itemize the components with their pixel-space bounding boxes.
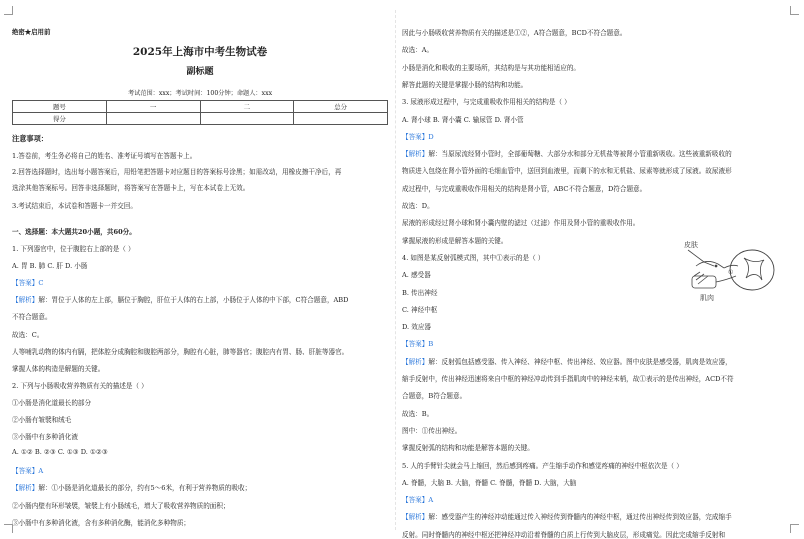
analysis-line: [402, 356, 732, 366]
text-line: ③小肠中有多种消化液，含有多种消化酶，能消化多种物质；: [12, 518, 191, 527]
text-line: A. 胃 B. 肺 C. 肝 D. 小肠: [12, 262, 88, 271]
muscle-shape: [692, 276, 716, 288]
text-line: D. 效应器: [402, 323, 432, 332]
analysis-tag: 【解析】: [12, 296, 39, 305]
crop-mark-bottom-right: [790, 524, 799, 533]
text-line: 掌握反射弧的结构和功能是解答本题的关键。: [402, 444, 534, 453]
crop-mark-top-right: [790, 6, 799, 15]
analysis-line: [402, 511, 732, 521]
note-item: 2.回答选择题时，选出每小题答案后，用铅笔把答题卡对应题目的答案标号涂黑；如需改动，用橡皮擦干净后，再: [12, 168, 342, 176]
text-line: 缩手反射中，传出神经迅速将来自中枢的神经冲动传到手指肌肉中的神经末梢，故①表示的是传出神经，ACD不符: [402, 375, 734, 383]
text-line: 5. 人的手臂针尖就会马上缩回，然后感到疼痛。产生缩手动作和感觉疼痛的神经中枢依次是（ ）: [402, 461, 683, 470]
column-divider: [395, 10, 396, 530]
text-line: 故选：B。: [402, 409, 434, 418]
note-item: 3.考试结束后，本试卷和答题卡一并交回。: [12, 202, 137, 210]
analysis-text: 解：胃位于人体的左上部，膈位于胸腔，肝位于人体的右上部，小肠位于人体的中下部，C符合题意，ABD: [38, 296, 349, 305]
analysis-line: [402, 148, 732, 158]
analysis-text: 解：①小肠是消化道最长的部分，约有5～6米，有利于营养物质的吸收；: [38, 484, 252, 493]
text-line: 2. 下列与小肠吸收营养物质有关的描述是（ ）: [12, 381, 148, 390]
motor-path: [724, 265, 738, 268]
text-line: 故选：A。: [402, 46, 434, 55]
analysis-text: 解：当原尿流经肾小管时，全部葡萄糖、大部分水和部分无机盐等被肾小管重新吸收。这些被重新吸收的: [428, 150, 732, 159]
score-table-score-row: [13, 113, 388, 125]
score-cell: 得分: [13, 113, 107, 125]
answer-line: 【答案】A: [402, 496, 434, 505]
crop-mark-bottom-left: [4, 524, 13, 533]
notes-heading: 注意事项：: [12, 134, 48, 143]
answer-line: 【答案】C: [12, 279, 44, 288]
text-line: 图中：①传出神经。: [402, 426, 462, 435]
text-line: ①小肠是消化道最长的部分: [12, 398, 92, 407]
analysis-line: [12, 294, 348, 304]
spinal-cord-outline: [730, 250, 774, 290]
text-line: 4. 如图是某反射弧模式图，其中①表示的是（ ）: [402, 253, 545, 262]
text-line: 物质进入包绕在肾小管外面的毛细血管中，送回到血液里，而剩下的水和无机盐、尿素等就形成了尿液。故尿液形: [402, 167, 732, 176]
analysis-tag: 【解析】: [12, 484, 39, 493]
secret-label: 绝密★启用前: [12, 28, 51, 36]
text-line: A. 脊髓，大脑 B. 大脑，脊髓 C. 脊髓，脊髓 D. 大脑，大脑: [402, 478, 577, 487]
text-line: A. ①② B. ②③ C. ①③ D. ①②③: [12, 448, 108, 457]
marker-1: ①: [728, 269, 734, 276]
text-line: 故选：D。: [402, 202, 434, 210]
exam-title: 2025年上海市中考生物试卷: [132, 46, 268, 58]
text-line: B. 传出神经: [402, 288, 438, 297]
analysis-text: 解：感受器产生的神经冲动能通过传入神经传到脊髓内的神经中枢，通过传出神经传到效应器，完成缩手: [428, 513, 732, 522]
muscle-fibers: [694, 272, 708, 284]
text-line: 解答此题的关键是掌握小肠的结构和功能。: [402, 80, 528, 89]
score-cell: 总分: [294, 101, 388, 113]
text-line: 因此与小肠吸收营养物质有关的描述是①②，A符合题意，BCD不符合题意。: [402, 29, 627, 37]
text-line: C. 神经中枢: [402, 305, 438, 314]
analysis-tag: 【解析】: [402, 513, 429, 522]
answer-line: 【答案】A: [12, 467, 44, 476]
exam-subtitle: 副标题: [186, 67, 214, 77]
text-line: 合题意，B符合题意。: [402, 392, 467, 401]
text-line: A. 感受器: [402, 271, 431, 280]
analysis-tag: 【解析】: [402, 357, 429, 366]
score-table-header-row: [13, 101, 388, 113]
answer-line: 【答案】D: [402, 132, 434, 141]
text-line: 故选：C。: [12, 330, 44, 339]
note-item: 选涂其他答案标号。回答非选择题时，将答案写在答题卡上，写在本试卷上无效。: [12, 184, 250, 192]
note-item: 1.答卷前，考生务必将自己的姓名、准考证号填写在答题卡上。: [12, 152, 197, 160]
score-cell: [106, 113, 200, 125]
section-heading: 一、选择题：本大题共20小题，共60分。: [12, 228, 136, 236]
score-cell: 一: [106, 101, 200, 113]
reflex-arc-figure: [666, 236, 786, 304]
score-cell: [200, 113, 294, 125]
effector-path: [716, 276, 736, 282]
text-line: 3. 尿液形成过程中，与完成重吸收作用相关的结构是（ ）: [402, 98, 571, 107]
text-line: 掌握人体的构造是解题的关键。: [12, 364, 105, 373]
ganglion: [715, 265, 718, 268]
score-cell: 题号: [13, 101, 107, 113]
analysis-text: 解：反射弧包括感受器、传入神经、神经中枢、传出神经、效应器。图中皮肤是感受器，肌肉是效应器，: [428, 357, 732, 366]
crop-mark-top-left: [4, 6, 13, 15]
score-table: [12, 100, 388, 125]
answer-line: 【答案】B: [402, 340, 434, 349]
text-line: 小肠是消化和吸收的主要场所，其结构是与其功能相适应的。: [402, 63, 581, 72]
analysis-line: [12, 482, 251, 492]
text-line: 不符合题意。: [12, 313, 52, 322]
skin-label: 皮肤: [684, 241, 698, 249]
text-line: 成过程中，与完成重吸收作用相关的结构是肾小管，ABC不符合题意，D符合题意。: [402, 184, 647, 193]
analysis-tag: 【解析】: [402, 150, 429, 159]
text-line: ③小肠中有多种消化液: [12, 433, 78, 442]
text-line: A. 肾小球 B. 肾小囊 C. 输尿管 D. 肾小管: [402, 115, 524, 124]
text-line: 反射。同时脊髓内的神经中枢还把神经冲动沿着脊髓的白质上行传到大脑皮层，形成痛觉。因此完成缩手反射和: [402, 530, 726, 539]
score-cell: [294, 113, 388, 125]
text-line: 尿液的形成经过肾小球和肾小囊内壁的滤过（过滤）作用及肾小管的重吸收作用。: [402, 219, 640, 228]
sensory-path: [688, 250, 714, 266]
text-line: ②小肠内壁有环形皱襞，皱襞上有小肠绒毛，增大了吸收营养物质的面积；: [12, 501, 230, 510]
score-cell: 二: [200, 101, 294, 113]
text-line: ②小肠有皱襞和绒毛: [12, 416, 72, 424]
exam-info: 考试范围：xxx；考试时间：100分钟；命题人：xxx: [127, 90, 273, 97]
text-line: 人等哺乳动物的体内有膈，把体腔分成胸腔和腹腔两部分，胸腔有心脏，肺等器官；腹腔内有胃、肠、肝脏等器官。: [12, 347, 349, 356]
muscle-label: 肌肉: [700, 294, 714, 302]
text-line: 掌握尿液的形成是解答本题的关键。: [402, 236, 508, 245]
gray-matter: [744, 258, 764, 280]
text-line: 1. 下列器官中，位于腹腔右上部的是（ ）: [12, 245, 135, 253]
